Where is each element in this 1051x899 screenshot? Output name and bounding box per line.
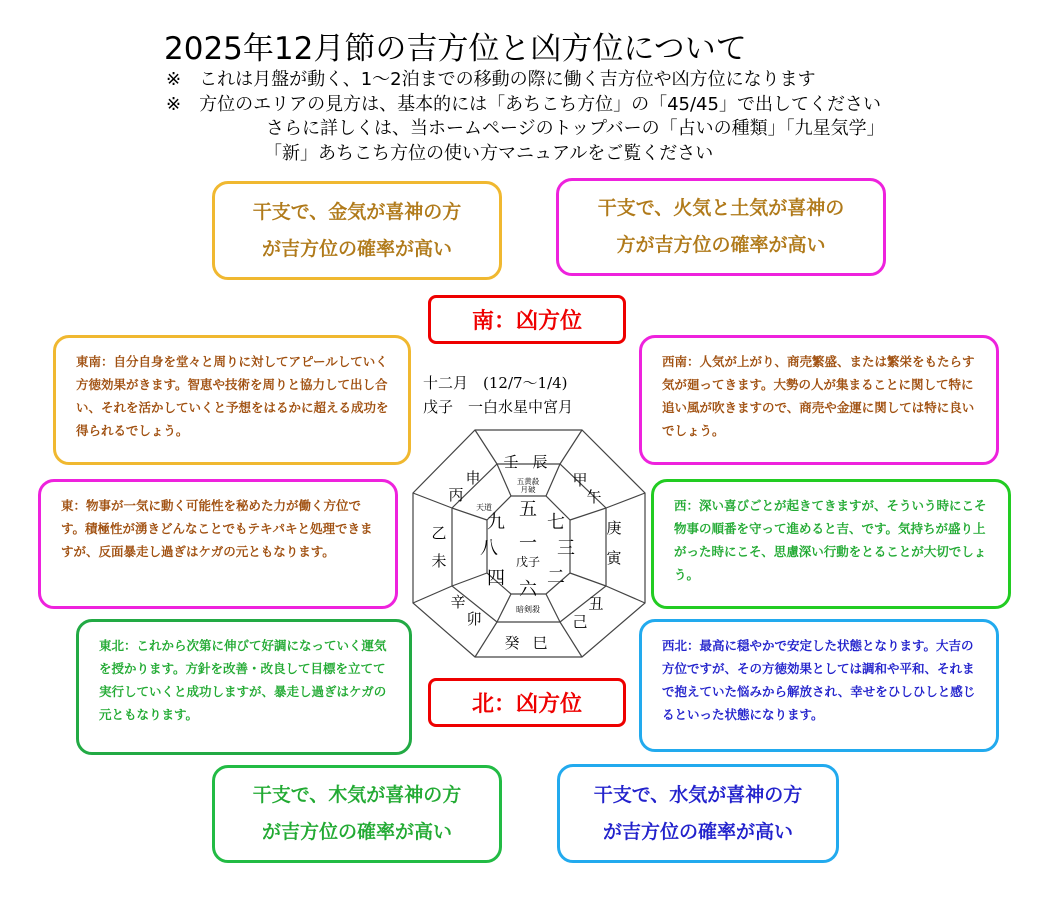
chart-outer: 壬 — [503, 453, 519, 471]
north-label: 北：凶方位 — [428, 678, 626, 727]
chart-outer: 辛 — [450, 593, 466, 611]
chart-outer: 己 — [572, 613, 588, 631]
chart-outer: 未 — [431, 552, 447, 570]
chart-deity: 天道 — [476, 503, 492, 512]
chart-outer: 癸 — [504, 634, 520, 652]
month-star: 戊子 一白水星中宮月 — [423, 398, 574, 416]
chart-outer: 丙 — [448, 486, 464, 504]
chart-outer: 甲 — [572, 471, 588, 489]
box-text: 方が吉方位の確率が高い — [616, 234, 826, 256]
box-text: が吉方位の確率が高い — [261, 821, 452, 843]
chart-star: 六 — [519, 579, 537, 600]
chart-deity: 月破 — [520, 485, 536, 494]
chart-outer: 午 — [586, 488, 602, 506]
chart-star: 五 — [519, 499, 537, 520]
southwest-box: 西南：人気が上がり、商売繁盛、または繁栄をもたらす気が廻ってきます。大勢の人が集まることに関して特に追い風が吹きますので、商売や金運に関しては特に良いでしょう。 — [639, 335, 999, 465]
chart-star: 七 — [547, 512, 565, 533]
chart-outer: 寅 — [606, 549, 622, 567]
note-line: 「新」あちこち方位の使い方マニュアルをご覧ください — [264, 143, 714, 164]
chart-outer: 巳 — [532, 634, 548, 652]
chart-outer: 乙 — [431, 524, 447, 542]
box-text: が吉方位の確率が高い — [261, 237, 452, 260]
note-line: ※ これは月盤が動く、1～2泊までの移動の際に働く吉方位や凶方位になります — [166, 69, 816, 90]
chart-center-star: 一 — [519, 533, 537, 554]
chart-outer: 丑 — [588, 595, 604, 613]
chart-star: 八 — [480, 538, 498, 559]
northeast-box: 東北：これから次第に伸びて好調になっていく運気を授かります。方針を改善・改良して目標を立てて実行していくと成功しますが、暴走し過ぎはケガの元ともなります。 — [76, 619, 412, 755]
chart-center-kanshi: 戊子 — [515, 555, 541, 569]
month-period: 十二月 (12/7～1/4) — [423, 374, 568, 392]
note-line: ※ 方位のエリアの見方は、基本的には「あちこち方位」の「45/45」で出してください — [166, 94, 881, 115]
southeast-box: 東南：自分自身を堂々と周りに対してアピールしていく方徳効果がきます。智恵や技術を周りと協力して出し合い、それを活かしていくと予想をはるかに超える成功を得られるでしょう。 — [53, 335, 411, 465]
chart-star: 九 — [487, 512, 505, 533]
chart-outer: 卯 — [466, 610, 482, 628]
note-line: さらに詳しくは、当ホームページのトップバーの「占いの種類」「九星気学」 — [266, 118, 885, 139]
northwest-box: 西北：最高に穏やかで安定した状態となります。大吉の方位ですが、その方徳効果としては調和や平和、それまで抱えていた悩みから解放され、幸せをひしひしと感じるといった状態になります。 — [639, 619, 999, 752]
chart-outer: 申 — [465, 469, 481, 487]
west-box: 西：深い喜びごとが起きてきますが、そういう時にこそ物事の順番を守って進めると吉、です。気持ちが盛り上がった時にこそ、思慮深い行動をとることが大切でしょう。 — [651, 479, 1011, 609]
box-text: 干支で、水気が喜神の方 — [593, 783, 803, 806]
box-text: 干支で、火気と土気が喜神の — [597, 197, 845, 219]
south-label: 南：凶方位 — [428, 295, 626, 344]
chart-outer: 辰 — [532, 453, 548, 471]
chart-deity: 暗剣殺 — [516, 605, 540, 614]
box-text: 干支で、木気が喜神の方 — [252, 784, 462, 806]
chart-star: 三 — [557, 538, 575, 559]
box-text: 干支で、金気が喜神の方 — [252, 200, 462, 223]
page-title: 2025年12月節の吉方位と凶方位について — [164, 31, 747, 67]
box-text: が吉方位の確率が高い — [602, 820, 793, 843]
east-box: 東：物事が一気に動く可能性を秘めた力が働く方位です。積極性が湧きどんなことでもテキパキと処理できますが、反面暴走し過ぎはケガの元ともなります。 — [38, 479, 398, 609]
chart-star: 四 — [487, 568, 505, 589]
chart-deity: 五黄殺 — [516, 477, 540, 486]
chart-star: 二 — [547, 567, 565, 588]
chart-outer: 庚 — [606, 519, 622, 537]
